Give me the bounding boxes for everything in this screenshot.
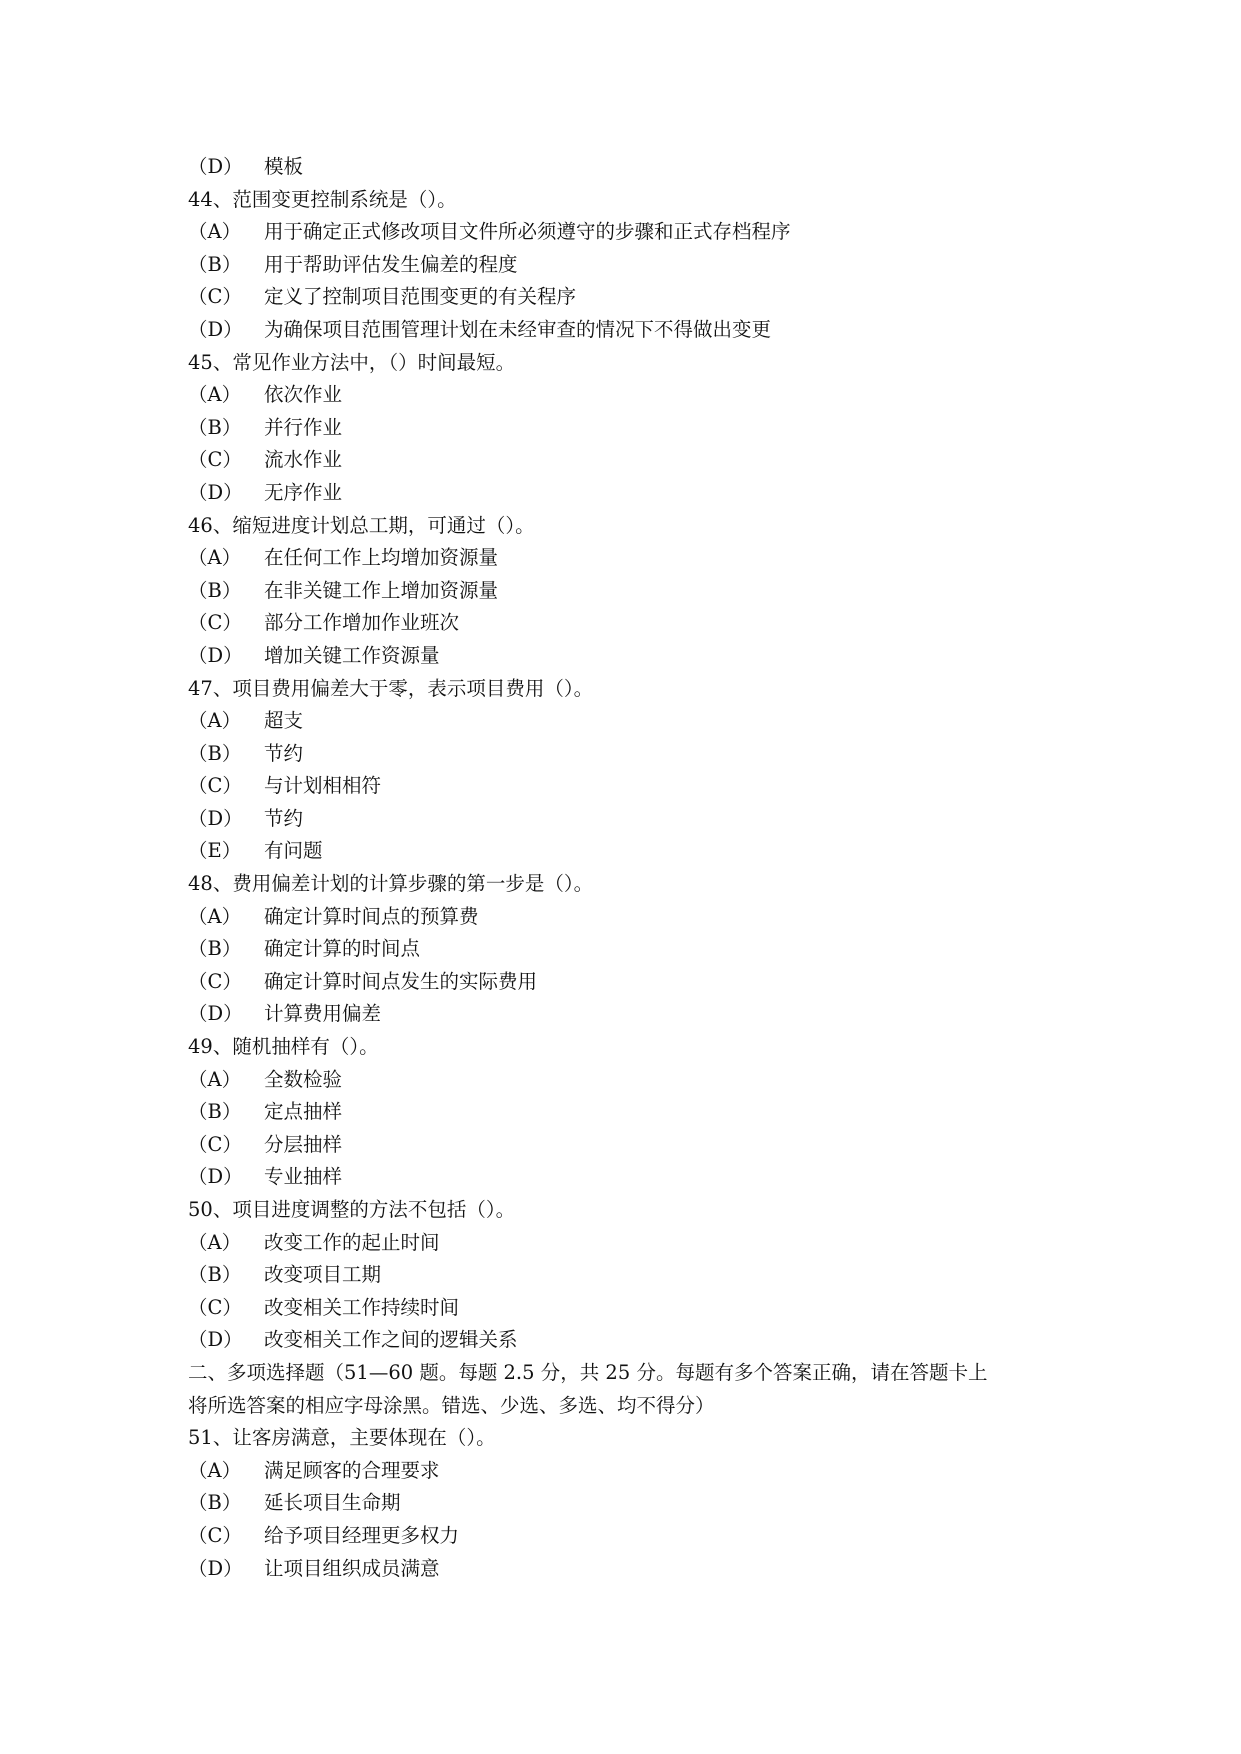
- option-text: 让项目组织成员满意: [264, 1556, 440, 1580]
- option-letter: （C）: [188, 1295, 242, 1319]
- question-line: 51、让客房满意，主要体现在（）。: [188, 1426, 496, 1450]
- option-letter: （C）: [188, 774, 242, 798]
- option-letter: （C）: [188, 1132, 242, 1156]
- option-text: 为确保项目范围管理计划在未经审查的情况下不得做出变更: [264, 317, 772, 341]
- option-line: [188, 444, 1068, 477]
- question-line: 47、项目费用偏差大于零，表示项目费用（）。: [188, 676, 594, 700]
- option-letter: （D）: [188, 1328, 243, 1352]
- option-text: 无序作业: [264, 480, 343, 504]
- question-line: 44、范围变更控制系统是（）。: [188, 187, 457, 211]
- option-text: 定点抽样: [264, 1100, 343, 1124]
- option-text: 给予项目经理更多权力: [264, 1523, 460, 1547]
- option-text: 用于确定正式修改项目文件所必须遵守的步骤和正式存档程序: [264, 220, 791, 244]
- option-letter: （D）: [188, 643, 243, 667]
- option-line: [188, 379, 1068, 412]
- option-text: 确定计算的时间点: [264, 937, 421, 961]
- option-line: [188, 607, 1068, 640]
- option-line: [188, 1520, 1068, 1553]
- option-line: [188, 1227, 1068, 1260]
- option-line: [188, 640, 1068, 673]
- option-text: 节约: [264, 806, 304, 830]
- option-text: 改变相关工作持续时间: [264, 1295, 460, 1319]
- option-text: 改变工作的起止时间: [264, 1230, 440, 1254]
- question-line: 将所选答案的相应字母涂黑。错选、少选、多选、均不得分）: [188, 1393, 715, 1417]
- option-letter: （B）: [188, 1263, 242, 1287]
- option-letter: （B）: [188, 1100, 242, 1124]
- question-line: 48、费用偏差计划的计算步骤的第一步是（）。: [188, 872, 594, 896]
- option-text: 在非关键工作上增加资源量: [264, 578, 499, 602]
- option-line: [188, 966, 1068, 999]
- option-line: [188, 1324, 1068, 1357]
- document-body: [188, 151, 1068, 1585]
- option-letter: （C）: [188, 448, 242, 472]
- option-line: [188, 281, 1068, 314]
- option-text: 流水作业: [264, 448, 343, 472]
- option-letter: （A）: [188, 546, 242, 570]
- question-line: 46、缩短进度计划总工期，可通过（）。: [188, 513, 535, 537]
- option-line: [188, 249, 1068, 282]
- option-letter: （D）: [188, 1556, 243, 1580]
- option-text: 有问题: [264, 839, 323, 863]
- option-line: [188, 151, 1068, 184]
- option-letter: （C）: [188, 611, 242, 635]
- option-letter: （D）: [188, 155, 243, 178]
- option-text: 用于帮助评估发生偏差的程度: [264, 252, 518, 276]
- option-line: [188, 1292, 1068, 1325]
- option-letter: （A）: [188, 220, 242, 244]
- option-text: 专业抽样: [264, 1165, 343, 1189]
- option-letter: （C）: [188, 1523, 242, 1547]
- option-text: 增加关键工作资源量: [264, 643, 440, 667]
- option-line: [188, 770, 1068, 803]
- option-text: 全数检验: [264, 1067, 343, 1091]
- option-line: [188, 998, 1068, 1031]
- option-line: [188, 933, 1068, 966]
- option-letter: （E）: [188, 839, 242, 863]
- option-line: [188, 738, 1068, 771]
- option-line: [188, 835, 1068, 868]
- question-line: 50、项目进度调整的方法不包括（）。: [188, 1198, 516, 1221]
- question-line: 49、随机抽样有（）。: [188, 1035, 379, 1059]
- option-letter: （B）: [188, 415, 242, 439]
- option-line: [188, 216, 1068, 249]
- option-line: [188, 803, 1068, 836]
- option-line: [188, 1161, 1068, 1194]
- option-line: [188, 1487, 1068, 1520]
- option-text: 确定计算时间点的预算费: [264, 904, 479, 928]
- option-letter: （A）: [188, 1458, 242, 1482]
- option-line: [188, 412, 1068, 445]
- option-text: 部分工作增加作业班次: [264, 611, 460, 635]
- option-letter: （B）: [188, 937, 242, 961]
- option-line: [188, 1096, 1068, 1129]
- option-text: 计算费用偏差: [264, 1002, 382, 1026]
- option-line: [188, 542, 1068, 575]
- option-text: 改变项目工期: [264, 1263, 382, 1287]
- option-letter: （B）: [188, 578, 242, 602]
- question-line: 45、常见作业方法中，（）时间最短。: [188, 350, 516, 374]
- option-letter: （A）: [188, 1230, 242, 1254]
- option-line: [188, 477, 1068, 510]
- option-letter: （A）: [188, 383, 242, 407]
- option-letter: （B）: [188, 1491, 242, 1515]
- option-letter: （C）: [188, 969, 242, 993]
- option-line: [188, 901, 1068, 934]
- option-text: 定义了控制项目范围变更的有关程序: [264, 285, 577, 309]
- option-text: 改变相关工作之间的逻辑关系: [264, 1328, 518, 1352]
- option-letter: （D）: [188, 1002, 243, 1026]
- option-letter: （D）: [188, 806, 243, 830]
- option-text: 节约: [264, 741, 304, 765]
- option-letter: （A）: [188, 1067, 242, 1091]
- option-line: [188, 1553, 1068, 1586]
- option-line: [188, 1129, 1068, 1162]
- option-text: 确定计算时间点发生的实际费用: [264, 969, 538, 993]
- question-line: 二、多项选择题（51—60 题。每题 2.5 分，共 25 分。每题有多个答案正确，请在答题卡上: [188, 1360, 988, 1384]
- option-letter: （B）: [188, 741, 242, 765]
- option-text: 延长项目生命期: [264, 1491, 401, 1515]
- option-letter: （A）: [188, 904, 242, 928]
- option-line: [188, 1455, 1068, 1488]
- option-text: 与计划相相符: [264, 774, 382, 798]
- option-line: [188, 575, 1068, 608]
- option-letter: （D）: [188, 1165, 243, 1189]
- option-text: 在任何工作上均增加资源量: [264, 546, 499, 570]
- option-text: 模板: [264, 155, 304, 178]
- option-letter: （D）: [188, 317, 243, 341]
- option-line: [188, 705, 1068, 738]
- option-letter: （A）: [188, 709, 242, 733]
- option-line: [188, 1064, 1068, 1097]
- option-letter: （B）: [188, 252, 242, 276]
- option-text: 满足顾客的合理要求: [264, 1458, 440, 1482]
- option-letter: （D）: [188, 480, 243, 504]
- option-line: [188, 314, 1068, 347]
- option-text: 分层抽样: [264, 1132, 343, 1156]
- option-text: 超支: [264, 709, 304, 733]
- option-text: 并行作业: [264, 415, 343, 439]
- option-line: [188, 1259, 1068, 1292]
- option-text: 依次作业: [264, 383, 343, 407]
- option-letter: （C）: [188, 285, 242, 309]
